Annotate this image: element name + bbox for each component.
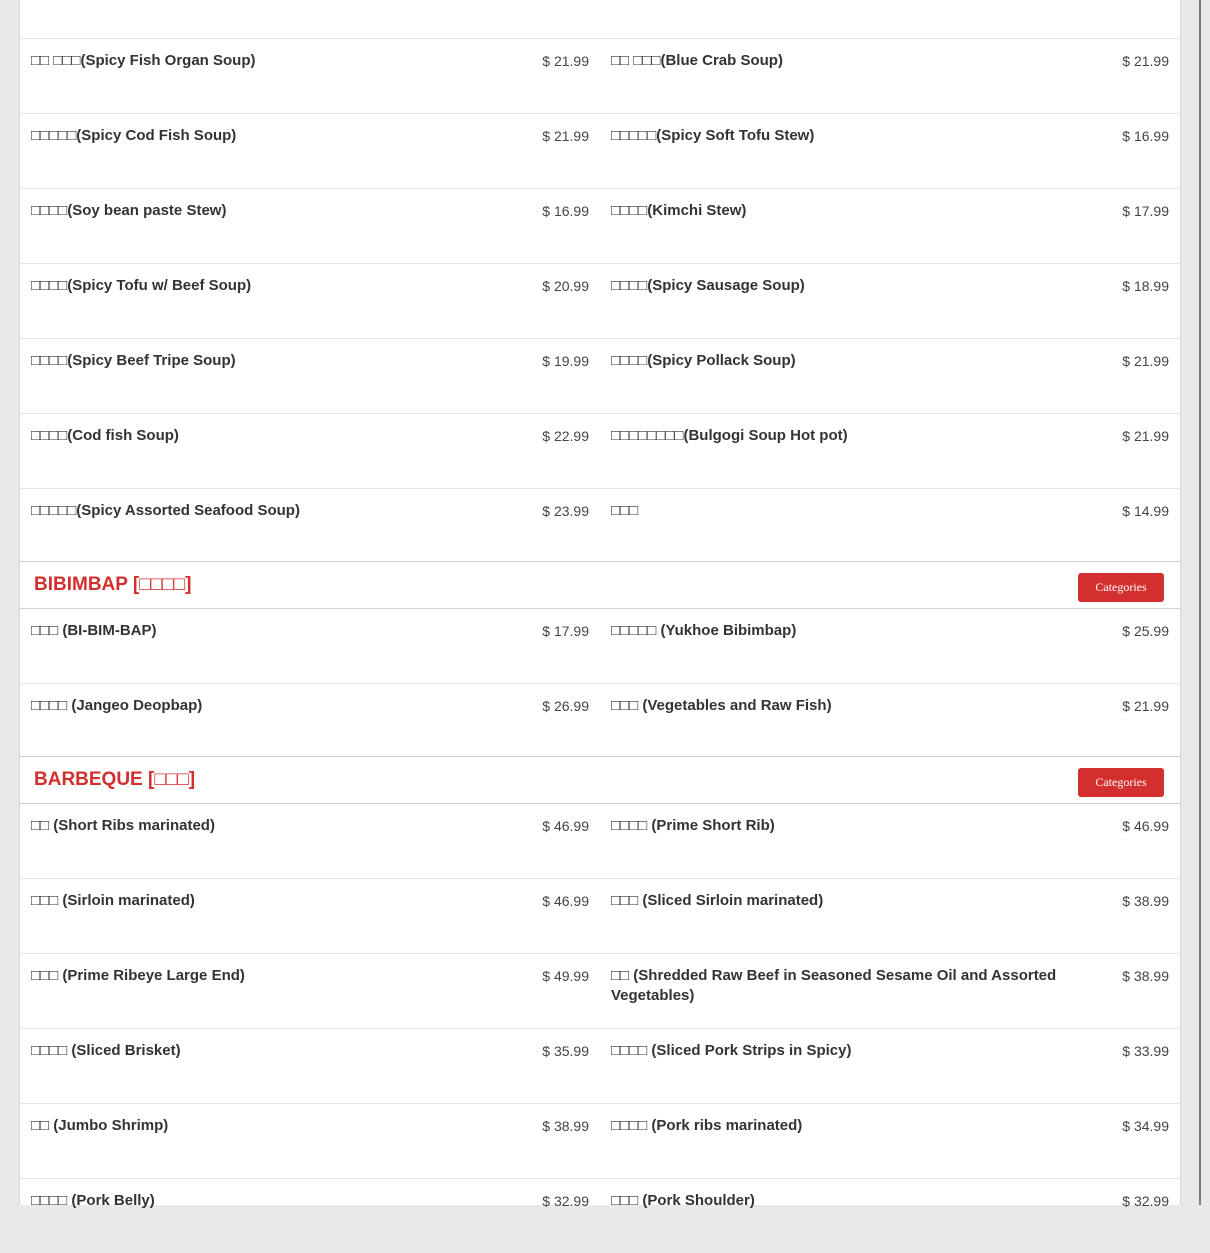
menu-item[interactable] xyxy=(20,804,600,878)
section-title: BARBEQUE [□□□] xyxy=(34,769,196,790)
menu-item[interactable] xyxy=(20,339,600,413)
item-name: □□□□(Cod fish Soup) xyxy=(31,427,179,444)
menu-item[interactable] xyxy=(600,609,1180,683)
menu-item[interactable] xyxy=(600,954,1180,1028)
item-name: □□ □□□(Spicy Fish Organ Soup) xyxy=(31,52,256,69)
item-name: □□ □□□(Blue Crab Soup) xyxy=(611,52,783,69)
item-price: $ 16.99 xyxy=(542,203,589,219)
item-name: □□□□ (Pork ribs marinated) xyxy=(611,1117,803,1134)
item-price: $ 21.99 xyxy=(1122,53,1169,69)
menu-row xyxy=(20,878,1180,953)
item-name: □□□ (Vegetables and Raw Fish) xyxy=(611,697,832,714)
item-price: $ 38.99 xyxy=(542,1118,589,1134)
item-price: $ 49.99 xyxy=(542,968,589,984)
item-price: $ 19.99 xyxy=(542,353,589,369)
item-price: $ 32.99 xyxy=(542,1193,589,1209)
menu-item[interactable] xyxy=(600,39,1180,113)
item-price: $ 17.99 xyxy=(542,623,589,639)
item-name: □□□□ (Sliced Pork Strips in Spicy) xyxy=(611,1042,852,1059)
item-name: □□□□□(Spicy Soft Tofu Stew) xyxy=(611,127,815,144)
menu-item[interactable] xyxy=(20,1179,600,1253)
item-name: □□□ xyxy=(611,502,639,519)
menu-row xyxy=(20,1178,1180,1253)
item-price: $ 26.99 xyxy=(542,698,589,714)
item-name: □□□ (Sirloin marinated) xyxy=(31,892,195,909)
menu-row xyxy=(20,1103,1180,1178)
item-price: $ 38.99 xyxy=(1122,968,1169,984)
item-name: □□ (Shredded Raw Beef in Seasoned Sesame Oil and Assorted Vegetables) xyxy=(611,967,1057,1004)
item-name: □□□□(Spicy Pollack Soup) xyxy=(611,352,796,369)
item-price: $ 46.99 xyxy=(542,818,589,834)
menu-row xyxy=(20,413,1180,488)
item-name: □□□ (BI-BIM-BAP) xyxy=(31,622,157,639)
item-price: $ 14.99 xyxy=(1122,503,1169,519)
item-name: □□□□(Spicy Beef Tripe Soup) xyxy=(31,352,236,369)
item-name: □□□□(Soy bean paste Stew) xyxy=(31,202,227,219)
menu-item[interactable] xyxy=(600,114,1180,188)
menu-item[interactable] xyxy=(600,189,1180,263)
item-price: $ 21.99 xyxy=(542,128,589,144)
menu-row xyxy=(20,804,1180,878)
item-name: □□□□ (Pork Belly) xyxy=(31,1192,155,1209)
item-price: $ 46.99 xyxy=(542,893,589,909)
categories-button[interactable]: Categories xyxy=(1078,573,1164,602)
item-name: □□ (Jumbo Shrimp) xyxy=(31,1117,169,1134)
menu-item[interactable] xyxy=(20,879,600,953)
section-header xyxy=(20,561,1180,609)
menu-row xyxy=(20,188,1180,263)
menu-item[interactable] xyxy=(600,1104,1180,1178)
section-header xyxy=(20,756,1180,804)
item-price: $ 21.99 xyxy=(1122,428,1169,444)
categories-button[interactable]: Categories xyxy=(1078,768,1164,797)
menu-item[interactable] xyxy=(20,39,600,113)
menu-item[interactable] xyxy=(600,264,1180,338)
item-name: □□□ (Pork Shoulder) xyxy=(611,1192,755,1209)
menu-item[interactable] xyxy=(20,264,600,338)
menu-item[interactable] xyxy=(600,489,1180,563)
item-price: $ 34.99 xyxy=(1122,1118,1169,1134)
item-name: □□□□(Spicy Sausage Soup) xyxy=(611,277,805,294)
barbeque-section xyxy=(20,756,1180,1253)
menu-page xyxy=(19,0,1181,1209)
item-price: $ 18.99 xyxy=(1122,278,1169,294)
item-name: □□□□□(Spicy Assorted Seafood Soup) xyxy=(31,502,300,519)
item-price: $ 32.99 xyxy=(1122,1193,1169,1209)
bibimbap-section xyxy=(20,561,1180,758)
menu-row xyxy=(20,488,1180,563)
item-name: □□□□ (Prime Short Rib) xyxy=(611,817,775,834)
item-price: $ 21.99 xyxy=(542,53,589,69)
menu-item[interactable] xyxy=(20,114,600,188)
menu-item[interactable] xyxy=(20,1104,600,1178)
menu-item[interactable] xyxy=(600,414,1180,488)
item-price: $ 23.99 xyxy=(542,503,589,519)
menu-row xyxy=(20,263,1180,338)
item-price: $ 25.99 xyxy=(1122,623,1169,639)
item-price: $ 16.99 xyxy=(1122,128,1169,144)
item-name: □□□□(Kimchi Stew) xyxy=(611,202,747,219)
item-name: □□□□ (Sliced Brisket) xyxy=(31,1042,181,1059)
item-name: □□ (Short Ribs marinated) xyxy=(31,817,215,834)
menu-item[interactable] xyxy=(20,609,600,683)
item-price: $ 38.99 xyxy=(1122,893,1169,909)
item-name: □□□□□(Spicy Cod Fish Soup) xyxy=(31,127,237,144)
menu-row xyxy=(20,113,1180,188)
window-scroll-edge xyxy=(1199,0,1201,1205)
menu-item[interactable] xyxy=(20,954,600,1028)
item-price: $ 20.99 xyxy=(542,278,589,294)
menu-item[interactable] xyxy=(20,1029,600,1103)
item-name: □□□□ (Jangeo Deopbap) xyxy=(31,697,203,714)
item-price: $ 33.99 xyxy=(1122,1043,1169,1059)
menu-item[interactable] xyxy=(20,489,600,563)
menu-item[interactable] xyxy=(600,339,1180,413)
item-price: $ 21.99 xyxy=(1122,698,1169,714)
menu-item[interactable] xyxy=(600,804,1180,878)
item-price: $ 17.99 xyxy=(1122,203,1169,219)
menu-row xyxy=(20,609,1180,683)
menu-item[interactable] xyxy=(600,879,1180,953)
item-price: $ 22.99 xyxy=(542,428,589,444)
menu-item[interactable] xyxy=(20,414,600,488)
menu-row xyxy=(20,683,1180,758)
soup-list xyxy=(20,38,1180,563)
menu-item[interactable] xyxy=(600,684,1180,758)
item-name: □□□ (Sliced Sirloin marinated) xyxy=(611,892,824,909)
menu-item[interactable] xyxy=(20,684,600,758)
item-price: $ 35.99 xyxy=(542,1043,589,1059)
item-name: □□□□□□□□(Bulgogi Soup Hot pot) xyxy=(611,427,848,444)
section-title: BIBIMBAP [□□□□] xyxy=(34,574,192,595)
item-price: $ 46.99 xyxy=(1122,818,1169,834)
menu-row xyxy=(20,1028,1180,1103)
item-price: $ 21.99 xyxy=(1122,353,1169,369)
item-name: □□□□(Spicy Tofu w/ Beef Soup) xyxy=(31,277,252,294)
menu-item[interactable] xyxy=(600,1029,1180,1103)
item-name: □□□ (Prime Ribeye Large End) xyxy=(31,967,245,984)
menu-item[interactable] xyxy=(20,189,600,263)
menu-row xyxy=(20,38,1180,113)
menu-row xyxy=(20,338,1180,413)
item-name: □□□□□ (Yukhoe Bibimbap) xyxy=(611,622,797,639)
menu-item[interactable] xyxy=(600,1179,1180,1253)
menu-row xyxy=(20,953,1180,1028)
